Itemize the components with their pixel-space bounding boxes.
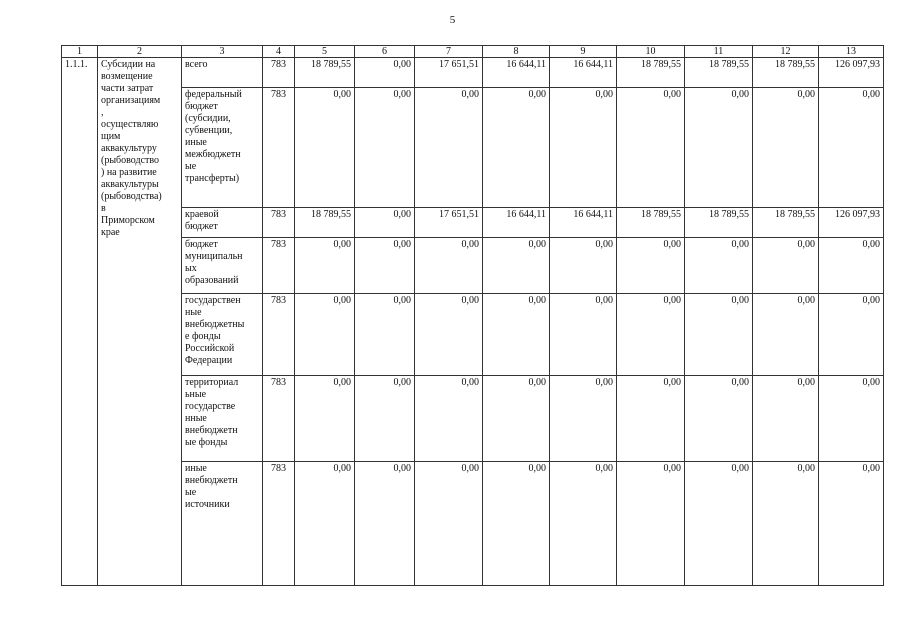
value-cell: 0,00 (685, 462, 753, 586)
value-cell: 0,00 (819, 376, 884, 462)
code-cell: 783 (263, 294, 295, 376)
table-row (62, 294, 884, 376)
funding-source: краевой бюджет (182, 208, 263, 238)
value-cell: 16 644,11 (550, 58, 617, 88)
column-header: 8 (483, 46, 550, 58)
table-row (62, 462, 884, 586)
table-row (62, 376, 884, 462)
value-cell: 18 789,55 (617, 58, 685, 88)
value-cell: 0,00 (295, 294, 355, 376)
value-cell: 0,00 (819, 462, 884, 586)
header-row (62, 46, 884, 58)
value-cell: 0,00 (550, 462, 617, 586)
value-cell: 0,00 (617, 376, 685, 462)
value-cell: 17 651,51 (415, 58, 483, 88)
column-header: 6 (355, 46, 415, 58)
value-cell: 0,00 (550, 294, 617, 376)
code-cell: 783 (263, 208, 295, 238)
value-cell: 0,00 (753, 88, 819, 208)
budget-table (61, 45, 884, 586)
value-cell: 0,00 (355, 88, 415, 208)
funding-source: федеральный бюджет (субсидии, субвенции, иные межбюджетн ые трансферты) (182, 88, 263, 208)
column-header: 11 (685, 46, 753, 58)
funding-source: бюджет муниципальн ых образований (182, 238, 263, 294)
code-cell: 783 (263, 58, 295, 88)
value-cell: 0,00 (753, 376, 819, 462)
value-cell: 0,00 (819, 294, 884, 376)
value-cell: 18 789,55 (295, 208, 355, 238)
value-cell: 0,00 (483, 294, 550, 376)
page-number: 5 (449, 14, 456, 26)
value-cell: 0,00 (483, 462, 550, 586)
table-row (62, 58, 884, 88)
column-header: 2 (98, 46, 182, 58)
column-header: 9 (550, 46, 617, 58)
value-cell: 0,00 (415, 462, 483, 586)
value-cell: 0,00 (550, 88, 617, 208)
funding-source: территориал ьные государстве нные внебюджетн ые фонды (182, 376, 263, 462)
item-name: Субсидии на возмещение части затрат организациям , осуществляю щим аквакультуру (рыбоводство ) на развитие аквакультуры (рыбоводства) в Приморском крае (98, 58, 182, 586)
value-cell: 0,00 (617, 462, 685, 586)
column-header: 13 (819, 46, 884, 58)
value-cell: 18 789,55 (685, 58, 753, 88)
column-header: 5 (295, 46, 355, 58)
value-cell: 0,00 (295, 238, 355, 294)
value-cell: 0,00 (415, 88, 483, 208)
value-cell: 0,00 (295, 376, 355, 462)
value-cell: 18 789,55 (753, 58, 819, 88)
item-number: 1.1.1. (62, 58, 98, 586)
value-cell: 0,00 (295, 462, 355, 586)
value-cell: 0,00 (415, 376, 483, 462)
value-cell: 0,00 (819, 238, 884, 294)
value-cell: 0,00 (295, 88, 355, 208)
value-cell: 0,00 (355, 376, 415, 462)
value-cell: 0,00 (355, 208, 415, 238)
funding-source: всего (182, 58, 263, 88)
value-cell: 16 644,11 (483, 208, 550, 238)
value-cell: 18 789,55 (617, 208, 685, 238)
value-cell: 17 651,51 (415, 208, 483, 238)
column-header: 10 (617, 46, 685, 58)
value-cell: 16 644,11 (550, 208, 617, 238)
value-cell: 0,00 (753, 294, 819, 376)
value-cell: 0,00 (483, 88, 550, 208)
value-cell: 0,00 (819, 88, 884, 208)
code-cell: 783 (263, 238, 295, 294)
value-cell: 18 789,55 (685, 208, 753, 238)
value-cell: 0,00 (617, 294, 685, 376)
funding-source: государствен ные внебюджетны е фонды Российской Федерации (182, 294, 263, 376)
value-cell: 16 644,11 (483, 58, 550, 88)
value-cell: 0,00 (685, 376, 753, 462)
value-cell: 0,00 (617, 238, 685, 294)
value-cell: 0,00 (685, 294, 753, 376)
code-cell: 783 (263, 376, 295, 462)
value-cell: 126 097,93 (819, 208, 884, 238)
value-cell: 0,00 (355, 462, 415, 586)
value-cell: 18 789,55 (295, 58, 355, 88)
column-header: 3 (182, 46, 263, 58)
column-header: 7 (415, 46, 483, 58)
value-cell: 0,00 (483, 238, 550, 294)
column-header: 12 (753, 46, 819, 58)
table-row (62, 238, 884, 294)
value-cell: 0,00 (355, 238, 415, 294)
value-cell: 18 789,55 (753, 208, 819, 238)
table-row (62, 88, 884, 208)
value-cell: 0,00 (685, 88, 753, 208)
value-cell: 0,00 (355, 58, 415, 88)
value-cell: 0,00 (355, 294, 415, 376)
value-cell: 0,00 (617, 88, 685, 208)
value-cell: 126 097,93 (819, 58, 884, 88)
value-cell: 0,00 (483, 376, 550, 462)
code-cell: 783 (263, 462, 295, 586)
value-cell: 0,00 (550, 376, 617, 462)
column-header: 1 (62, 46, 98, 58)
column-header: 4 (263, 46, 295, 58)
value-cell: 0,00 (415, 238, 483, 294)
value-cell: 0,00 (415, 294, 483, 376)
code-cell: 783 (263, 88, 295, 208)
funding-source: иные внебюджетн ые источники (182, 462, 263, 586)
value-cell: 0,00 (753, 462, 819, 586)
value-cell: 0,00 (550, 238, 617, 294)
value-cell: 0,00 (753, 238, 819, 294)
value-cell: 0,00 (685, 238, 753, 294)
table-row (62, 208, 884, 238)
